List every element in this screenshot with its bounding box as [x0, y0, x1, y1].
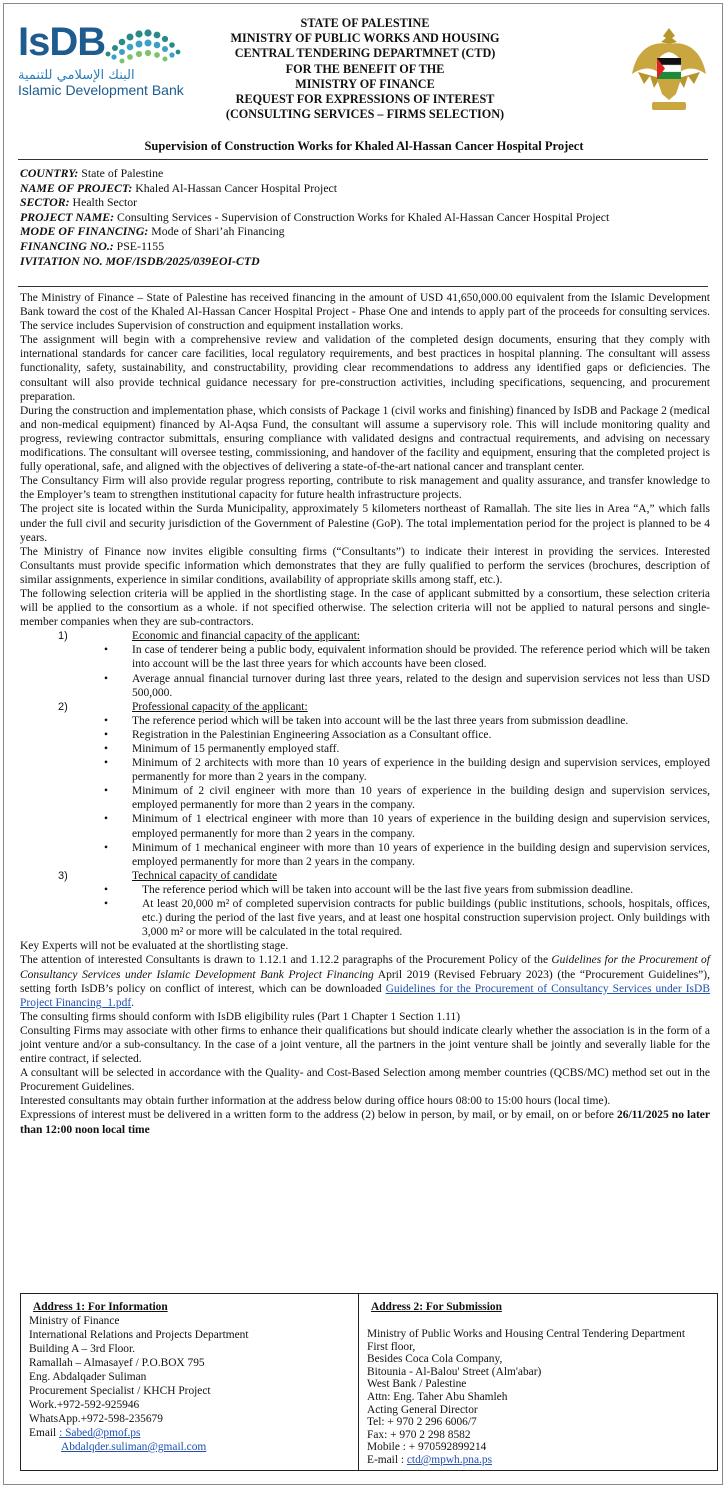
bullet-text: Minimum of 15 permanently employed staff.	[132, 743, 340, 755]
address-line: Fax: + 970 2 298 8582	[367, 1428, 471, 1441]
bullet-icon: •	[103, 813, 108, 826]
paragraph: The consulting firms should conform with IsDB eligibility rules (Part 1 Chapter 1 Section 1.11)	[20, 1010, 461, 1023]
address-line: Mobile : + 970592899214	[367, 1441, 487, 1454]
paragraph: The Consultancy Firm will also provide regular progress reporting, contribute to risk management and quality assurance, and transfer knowledge to the Employer’s team to strengthen institutional capacity for future health infrastructure projects.	[20, 475, 710, 502]
paragraph: Consulting Firms may associate with other firms to enhance their qualifications but should indicate clearly whether the association is in the form of a joint venture and/or a sub-consultancy. In the case of a joint venture, all the partners in the joint venture shall be jointly and severally liable for the entire contract, if selected.	[20, 1024, 710, 1066]
address-line: Ministry of Public Works and Housing Central Tendering Department	[367, 1328, 686, 1340]
bullet-icon: •	[103, 785, 108, 798]
paragraph: The project site is located within the Surda Municipality, approximately 5 kilometers northeast of Ramallah. The site lies in Area “A,” which falls under the full civil and security jurisdiction of the Government of Palestine (GoP). The total implementation period for the project is planned to be 4 years.	[20, 503, 710, 544]
bullet-item	[20, 812, 710, 840]
bullet-text: Minimum of 1 mechanical engineer with more than 10 years of experience in the building design and supervision services, employed permanently for more than 2 years in the company.	[132, 841, 710, 868]
criteria-title: Professional capacity of the applicant:	[132, 700, 308, 713]
isdb-logo	[18, 20, 193, 100]
guidelines-download-link[interactable]: Guidelines for the Procurement of Consultancy Services under IsDB Project Financing_1.pdf	[20, 982, 710, 1009]
meta-key: MODE OF FINANCING:	[20, 224, 149, 239]
bullet-item	[20, 672, 710, 700]
bullet-text: Minimum of 2 architects with more than 10 years of experience in the building design and supervision services, employed permanently for more than 2 years in the company.	[132, 757, 710, 784]
bullet-item	[20, 756, 710, 784]
criteria-title: Technical capacity of candidate	[132, 869, 278, 882]
header-title-line: STATE OF PALESTINE	[300, 16, 430, 30]
header-title-line: REQUEST FOR EXPRESSIONS OF INTEREST	[235, 92, 495, 107]
meta-row	[20, 239, 710, 254]
bullet-text: Minimum of 2 civil engineer with more than 10 years of experience in the building design and supervision services, employed permanently for more than 2 years in the company.	[132, 785, 710, 812]
project-subtitle: Supervision of Construction Works for Khaled Al-Hassan Cancer Hospital Project	[144, 139, 584, 153]
address-line: Bitounia - Al-Balou' Street (Alm'abar)	[367, 1365, 542, 1378]
paragraph-text: .	[131, 996, 135, 1009]
meta-key: NAME OF PROJECT:	[20, 180, 133, 195]
email-link[interactable]: Abdalqder.suliman@gmail.com	[61, 1441, 207, 1453]
address-line: Acting General Director	[367, 1403, 478, 1416]
bullet-item	[20, 897, 710, 939]
address-2-title: Address 2: For Submission	[371, 1301, 502, 1313]
address-line: Work.+972-592-925946	[29, 1399, 140, 1411]
criteria-title: Economic and financial capacity of the applicant:	[132, 630, 360, 643]
bullet-text: In case of tenderer being a public body, equivalent information should be provided. The reference period which will be taken into account will be the last three years for which accounts have been closed.	[132, 644, 710, 671]
meta-row	[20, 224, 710, 239]
address-line: Besides Coca Cola Company,	[367, 1353, 503, 1366]
divider	[18, 286, 708, 287]
address-line: Eng. Abdalqader Suliman	[29, 1371, 147, 1383]
bullet-text: The reference period which will be taken into account will be the last five years from submission deadline.	[142, 883, 634, 896]
bullet-item	[20, 841, 710, 869]
meta-key: COUNTRY:	[20, 166, 79, 180]
bullet-icon: •	[103, 841, 108, 854]
meta-value: Khaled Al-Hassan Cancer Hospital Project	[132, 180, 338, 195]
paragraph	[20, 1108, 710, 1136]
bullet-item	[20, 643, 710, 671]
email-row	[367, 1454, 709, 1467]
bullet-icon: •	[103, 728, 108, 741]
address-line: West Bank / Palestine	[367, 1378, 467, 1391]
address-line: Ministry of Finance	[29, 1315, 120, 1327]
header-title-line: MINISTRY OF PUBLIC WORKS AND HOUSING	[230, 31, 500, 46]
paragraph-text: Expressions of interest must be delivered in a written form to the address (2) below in person, by mail, or by email, on or before	[20, 1109, 617, 1122]
bullet-icon: •	[103, 898, 108, 911]
bullet-icon: •	[103, 644, 108, 657]
paragraph-text: April 2019 (Revised February 2023) (the “Procurement Guidelines”), setting forth IsDB’s policy on conflict of interest, which can be downloaded	[20, 968, 710, 995]
meta-value: PSE-1155	[113, 238, 165, 253]
bullet-item	[20, 784, 710, 812]
isdb-logo-text: IsDB	[18, 20, 106, 64]
bullet-text: Minimum of 1 electrical engineer with more than 10 years of experience in the building design and supervision services, employed permanently for more than 2 years in the company.	[132, 813, 710, 840]
criteria-number: 3)	[58, 869, 68, 882]
email-row	[29, 1426, 350, 1440]
meta-row	[20, 210, 710, 225]
meta-key: IVITATION NO. MOF/ISDB/2025/039EOI-CTD	[20, 253, 260, 268]
paragraph: The following selection criteria will be applied in the shortlisting stage. In the case of applicant submitted by a consortium, these selection criteria will be applied to the consortium as a whole. if not specified otherwise. The selection criteria will not be applied to natural persons and single-member companies when they are sub-contractors.	[20, 587, 710, 629]
address-table	[20, 1293, 718, 1471]
email-label: Email	[29, 1427, 60, 1439]
address-2	[359, 1294, 717, 1470]
meta-row	[20, 181, 710, 196]
address-line: Procurement Specialist / KHCH Project	[29, 1385, 211, 1397]
deadline: 26/11/2025 no later than 12:00 noon local time	[20, 1109, 710, 1136]
address-line: Building A – 3rd Floor.	[29, 1343, 136, 1355]
meta-value: Consulting Services - Supervision of Construction Works for Khaled Al-Hassan Cancer Hospital Project	[114, 209, 610, 224]
paragraph: A consultant will be selected in accordance with the Quality- and Cost-Based Selection among member countries (QCBS/MC) method set out in the Procurement Guidelines.	[20, 1067, 710, 1094]
criteria-heading	[20, 869, 710, 883]
address-line: WhatsApp.+972-598-235679	[29, 1413, 163, 1425]
address-line: Attn: Eng. Taher Abu Shamleh	[367, 1390, 508, 1403]
meta-value: Mode of Shari’ah Financing	[148, 224, 285, 239]
isdb-logo-english: Islamic Development Bank	[18, 82, 184, 98]
bullet-text: The reference period which will be taken into account will be the last three years from submission deadline.	[132, 714, 629, 727]
bullet-text: Average annual financial turnover during last three years, related to the design and supervision services not less than USD 500,000.	[132, 672, 710, 699]
paragraph-text: The attention of interested Consultants is drawn to 1.12.1 and 1.12.2 paragraphs of the Procurement Policy of the	[20, 954, 552, 967]
header	[0, 0, 728, 160]
isdb-globe-icon	[98, 24, 188, 68]
criteria-number: 1)	[58, 630, 68, 643]
criteria-number: 2)	[58, 700, 68, 713]
address-line: Tel: + 970 2 296 6006/7	[367, 1416, 477, 1429]
email-row	[29, 1440, 350, 1454]
meta-key: PROJECT NAME:	[20, 209, 115, 224]
bullet-item	[20, 883, 710, 897]
divider	[18, 159, 708, 160]
header-title-line: FOR THE BENEFIT OF THE	[285, 61, 445, 76]
address-line: International Relations and Projects Department	[29, 1329, 249, 1341]
eoi-body	[20, 291, 710, 1137]
meta-row	[20, 254, 710, 269]
meta-value: Health Sector	[69, 195, 138, 210]
address-line: First floor,	[367, 1340, 416, 1353]
header-title-line: (CONSULTING SERVICES – FIRMS SELECTION)	[225, 107, 505, 122]
project-metadata	[20, 166, 710, 268]
email-link[interactable]: ctd@mpwh.pna.ps	[406, 1453, 493, 1466]
paragraph: During the construction and implementation phase, which consists of Package 1 (civil works and finishing) financed by IsDB and Package 2 (medical and non-medical equipment) financed by Al-Aqsa Fund, the consultant will assume a supervisory role. This will include monitoring quality and progress, reviewing contractor submittals, ensuring compliance with validated designs and contractual requirements, and advising on necessary modifications. The consultant will oversee testing, commissioning, and handover of the facility and equipment, ensuring that the completed project is fully operational, safe, and aligned with the objectives of delivering a state-of-the-art national cancer and transplant center.	[20, 404, 710, 474]
criteria-heading	[20, 629, 710, 643]
bullet-item	[20, 714, 710, 728]
address-1	[21, 1294, 359, 1470]
bullet-icon: •	[103, 714, 108, 727]
isdb-logo-arabic: البنك الإسلامي للتنمية	[18, 68, 135, 83]
bullet-item	[20, 728, 710, 742]
header-title	[190, 16, 540, 122]
header-title-line: MINISTRY OF FINANCE	[295, 76, 435, 91]
paragraph: The Ministry of Finance now invites eligible consulting firms (“Consultants”) to indicate their interest in providing the services. Interested Consultants must provide specific information which demonstrates that they are fully qualified to perform the services (brochures, description of similar assignments, experience in similar conditions, availability of appropriate skills among staff, etc.).	[20, 545, 710, 586]
paragraph: Interested consultants may obtain further information at the address below during office hours 08:00 to 15:00 hours (local time).	[20, 1095, 611, 1108]
bullet-icon: •	[103, 743, 108, 755]
meta-key: FINANCING NO.:	[20, 238, 114, 253]
paragraph	[20, 953, 710, 1009]
bullet-icon: •	[103, 757, 108, 770]
address-1-title: Address 1: For Information	[33, 1301, 168, 1313]
paragraph: The assignment will begin with a comprehensive review and validation of the completed design documents, ensuring that they comply with international standards for cancer care facilities, local regulatory requirements, and best practices in hospital planning. The consultant will assess functionality, safety, sustainability, and constructability, providing clear recommendations to address any identified gaps or deficiencies. The consultant will also provide technical guidance necessary for pre-construction activities, including specifications, sequencing, and procurement preparation.	[20, 334, 710, 403]
meta-key: SECTOR:	[20, 195, 70, 210]
email-label: E-mail :	[367, 1453, 407, 1466]
address-line: Ramallah – Almasayef / P.O.BOX 795	[29, 1357, 205, 1369]
header-title-line: CENTRAL TENDERING DEPARTMNET (CTD)	[234, 46, 496, 61]
meta-value: State of Palestine	[78, 166, 164, 180]
bullet-item	[20, 742, 710, 756]
bullet-icon: •	[103, 883, 108, 896]
bullet-text: Registration in the Palestinian Engineering Association as a Consultant office.	[132, 728, 492, 741]
criteria-heading	[20, 700, 710, 714]
email-link[interactable]: : Sabed@pmof.ps	[59, 1427, 141, 1439]
paragraph: Key Experts will not be evaluated at the shortlisting stage.	[20, 940, 289, 953]
bullet-text: At least 20,000 m² of completed supervision contracts for public buildings (public institutions, schools, hospitals, offices, etc.) during the period of the last five years, and at least one hospital construction supervision project. Only buildings with 3,000 m² or more will be calculated in the total required.	[142, 898, 710, 939]
guidelines-title: Guidelines for the Procurement of Consultancy Services under Islamic Development Bank Project Financing	[20, 954, 710, 981]
palestine-eagle-emblem-icon	[630, 22, 708, 118]
meta-row	[20, 166, 710, 181]
bullet-icon: •	[103, 672, 108, 685]
paragraph: The Ministry of Finance – State of Palestine has received financing in the amount of USD 41,650,000.00 equivalent from the Islamic Development Bank toward the cost of the Khaled Al-Hassan Cancer Hospital Project - Phase One and intends to apply part of the proceeds for consulting services. The service includes Supervision of construction and equipment installation works.	[20, 292, 710, 333]
meta-row	[20, 195, 710, 210]
